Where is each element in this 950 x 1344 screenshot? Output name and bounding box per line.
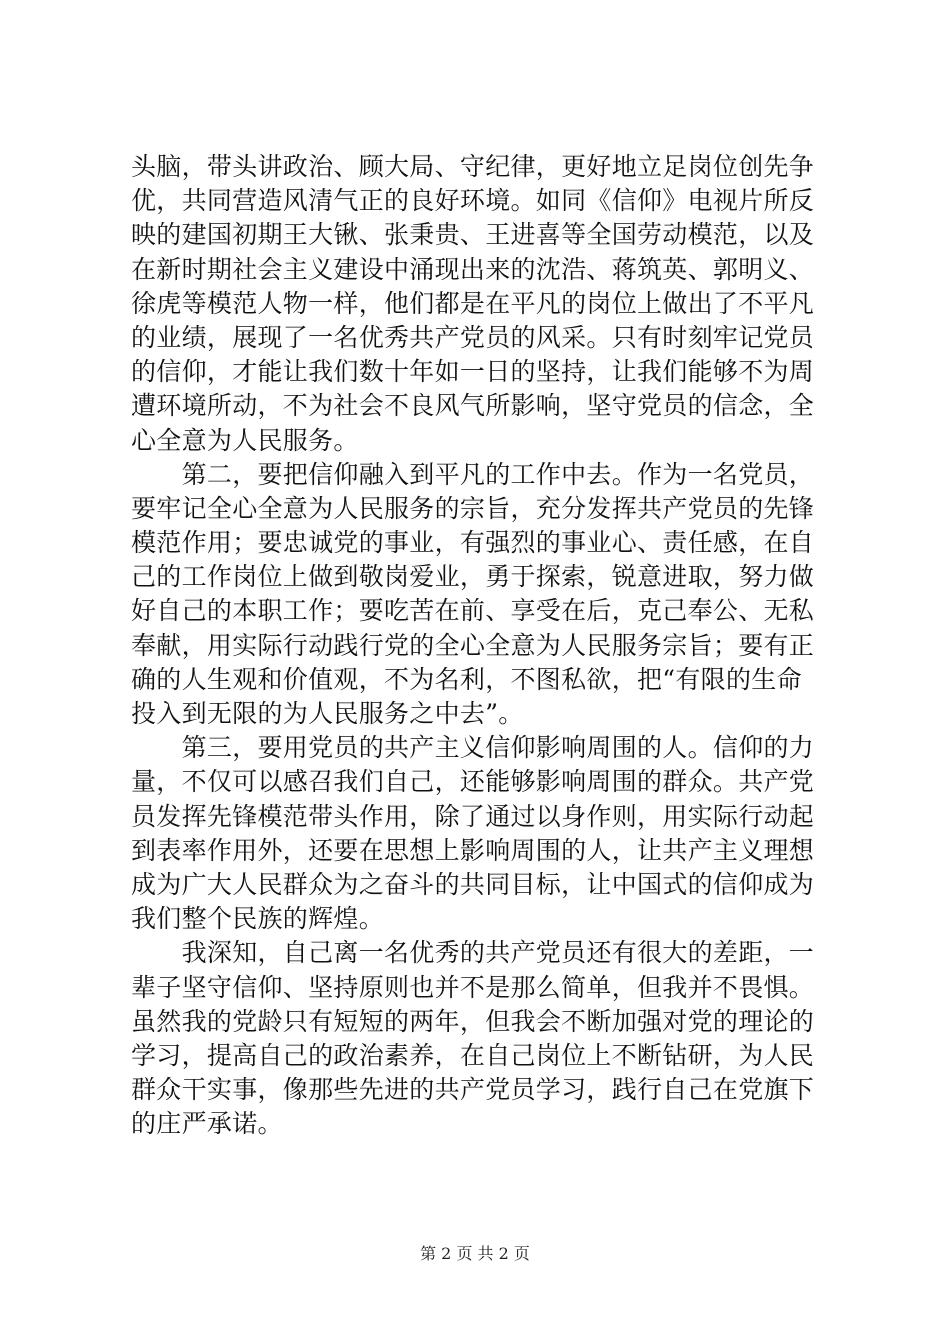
- text-line: 要牢记全心全意为人民服务的宗旨，充分发挥共产党员的先锋: [131, 493, 815, 523]
- text-line: 成为广大人民群众为之奋斗的共同目标，让中国式的信仰成为: [131, 869, 815, 899]
- text-line: 优，共同营造风清气正的良好环境。如同《信仰》电视片所反: [131, 186, 815, 216]
- text-line: 第三，要用党员的共产主义信仰影响周围的人。信仰的力: [131, 733, 815, 763]
- text-line: 的信仰，才能让我们数十年如一日的坚持，让我们能够不为周: [131, 357, 815, 387]
- text-line: 投入到无限的为人民服务之中去”。: [131, 699, 524, 728]
- text-line: 辈子坚守信仰、坚持原则也并不是那么简单，但我并不畏惧。: [131, 972, 815, 1002]
- text-line: 群众干实事，像那些先进的共产党员学习，践行自己在党旗下: [131, 1075, 815, 1105]
- text-line: 好自己的本职工作；要吃苦在前、享受在后，克己奉公、无私: [131, 596, 815, 626]
- text-line: 头脑，带头讲政治、顾大局、守纪律，更好地立足岗位创先争: [131, 152, 815, 181]
- text-line: 的业绩，展现了一名优秀共产党员的风采。只有时刻牢记党员: [131, 322, 815, 352]
- text-line: 量，不仅可以感召我们自己，还能够影响周围的群众。共产党: [131, 767, 815, 797]
- text-line: 员发挥先锋模范带头作用，除了通过以身作则，用实际行动起: [131, 801, 815, 831]
- text-line: 我深知，自己离一名优秀的共产党员还有很大的差距，一: [131, 938, 815, 968]
- text-line: 己的工作岗位上做到敬岗爱业，勇于探索，锐意进取，努力做: [131, 562, 815, 592]
- text-line: 确的人生观和价值观，不为名利，不图私欲，把“有限的生命: [131, 664, 802, 694]
- text-line: 映的建国初期王大锹、张秉贵、王进喜等全国劳动模范，以及: [131, 220, 815, 250]
- text-line: 到表率作用外，还要在思想上影响周围的人，让共产主义理想: [131, 835, 815, 865]
- page-footer: 第 2 页 共 2 页: [420, 1244, 530, 1263]
- text-line: 第二，要把信仰融入到平凡的工作中去。作为一名党员，: [131, 459, 815, 489]
- text-line: 心全意为人民服务。: [131, 425, 359, 455]
- text-line: 在新时期社会主义建设中涌现出来的沈浩、蒋筑英、郭明义、: [131, 254, 815, 284]
- text-line: 我们整个民族的辉煌。: [131, 904, 385, 934]
- text-line: 学习，提高自己的政治素养，在自己岗位上不断钻研，为人民: [131, 1040, 815, 1070]
- text-line: 徐虎等模范人物一样，他们都是在平凡的岗位上做出了不平凡: [131, 288, 815, 318]
- text-line: 奉献，用实际行动践行党的全心全意为人民服务宗旨；要有正: [131, 630, 815, 660]
- text-line: 模范作用；要忠诚党的事业，有强烈的事业心、责任感，在自: [131, 528, 815, 558]
- text-line: 遭环境所动，不为社会不良风气所影响，坚守党员的信念，全: [131, 391, 815, 421]
- document-body: [131, 150, 831, 1141]
- text-line: 虽然我的党龄只有短短的两年，但我会不断加强对党的理论的: [131, 1006, 815, 1036]
- text-line: 的庄严承诺。: [131, 1109, 283, 1139]
